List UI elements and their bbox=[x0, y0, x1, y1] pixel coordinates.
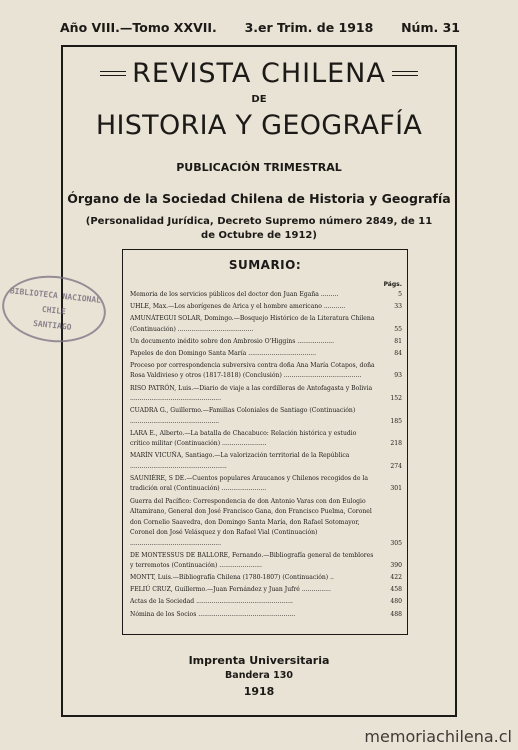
toc-entry-page: 55 bbox=[394, 325, 402, 333]
toc-entry-text: Guerra del Pacífico: Correspondencia de don Antonio Varas con don Eulogio Altamirano, General don José Francisco Gana, don Francisco Puelma, Coronel don Cornelio Saavedra, don Domingo Santa María, don Rafael Sotomayor, Coronel don José Velásquez y don Rafael Vial (Continuación) ............................................... bbox=[130, 497, 372, 547]
society-organ: Órgano de la Sociedad Chilena de Historia y Geografía bbox=[67, 191, 451, 206]
table-of-contents bbox=[130, 290, 402, 622]
toc-entry-text: SAUNIÈRE, S DE.—Cuentos populares Araucanos y Chilenos recogidos de la tradición oral (Continuación) ....................... bbox=[130, 474, 368, 493]
toc-entry bbox=[130, 314, 402, 335]
toc-entry-text: FELIÚ CRUZ, Guillermo.—Juan Fernández y Juan Jufré ............... bbox=[130, 586, 331, 594]
print-year: 1918 bbox=[243, 685, 275, 698]
toc-entry-page: 152 bbox=[390, 395, 402, 403]
issue-number: Núm. 31 bbox=[401, 19, 460, 35]
toc-entry-text: CUADRA G., Guillermo.—Familias Coloniales de Santiago (Continuación) .............................................. bbox=[130, 407, 356, 425]
title-rule-right bbox=[392, 71, 418, 76]
toc-entry-page: 488 bbox=[390, 610, 402, 618]
toc-entry bbox=[130, 302, 402, 313]
toc-entry-text: Memoria de los servicios públicos del doctor don Juan Egaña ......... bbox=[130, 291, 339, 298]
toc-entry-page: 480 bbox=[390, 598, 402, 606]
toc-entry-page: 185 bbox=[390, 417, 402, 425]
issue-year-volume: Año VIII.—Tomo XXVII. bbox=[60, 19, 217, 35]
printer-name: Imprenta Universitaria bbox=[188, 654, 330, 667]
toc-entry bbox=[130, 451, 402, 472]
toc-entry bbox=[130, 551, 402, 572]
stamp-line-1: BIBLIOTECA NACIONAL bbox=[9, 286, 102, 305]
pages-column-label: Págs. bbox=[383, 281, 402, 288]
toc-entry-text: MONTT, Luis.—Bibliografía Chilena (1780-1807) (Continuación) .. bbox=[130, 574, 334, 582]
toc-entry bbox=[130, 474, 402, 495]
toc-entry-text: RISO PATRÓN, Luis.—Diario de viaje a las cordilleras de Antofagasta y Bolivia ............................................... bbox=[130, 384, 373, 403]
toc-entry-text: Actas de la Sociedad .................................................. bbox=[130, 598, 293, 606]
stamp-line-3: SANTIAGO bbox=[32, 318, 72, 332]
toc-entry-text: Nómina de los Socios .................................................. bbox=[130, 610, 296, 618]
issue-header bbox=[60, 18, 460, 36]
legal-status-note: (Personalidad Jurídica, Decreto Supremo número 2849, de 11 de Octubre de 1912) bbox=[85, 216, 433, 241]
toc-entry-page: 81 bbox=[394, 337, 402, 345]
journal-title-revista: REVISTA CHILENA bbox=[132, 57, 386, 89]
toc-entry-page: 390 bbox=[390, 562, 402, 570]
toc-entry-page: 458 bbox=[390, 586, 402, 594]
toc-entry bbox=[130, 349, 402, 360]
toc-entry-page: 5 bbox=[398, 291, 402, 298]
toc-entry bbox=[130, 610, 402, 621]
toc-entry-page: 33 bbox=[394, 303, 402, 311]
title-line-1 bbox=[62, 56, 456, 90]
publication-frequency: PUBLICACIÓN TRIMESTRAL bbox=[176, 161, 342, 174]
toc-entry-page: 305 bbox=[390, 539, 402, 547]
toc-entry bbox=[130, 429, 402, 450]
toc-entry-page: 93 bbox=[394, 372, 402, 380]
toc-entry-text: Papeles de don Domingo Santa María ................................... bbox=[130, 349, 317, 357]
stamp-line-2: CHILE bbox=[41, 304, 67, 317]
toc-entry-page: 301 bbox=[390, 485, 402, 493]
toc-entry bbox=[130, 406, 402, 427]
toc-entry bbox=[130, 497, 402, 550]
title-rule-left bbox=[100, 71, 126, 76]
toc-entry-text: UHLE, Max.—Los aborígenes de Arica y el hombre americano ........... bbox=[130, 303, 346, 311]
issue-trimester: 3.er Trim. de 1918 bbox=[244, 19, 374, 35]
source-watermark: memoriachilena.cl bbox=[364, 727, 512, 746]
toc-entry bbox=[130, 597, 402, 608]
toc-entry bbox=[130, 585, 402, 596]
toc-entry-page: 218 bbox=[390, 440, 402, 448]
toc-entry bbox=[130, 290, 402, 301]
printer-address: Bandera 130 bbox=[225, 670, 293, 681]
toc-entry-text: Proceso por correspondencia subversiva contra doña Ana María Cotapos, doña Rosa Valdivieso y otros (1817-1818) (Conclusión) ........................................ bbox=[130, 361, 375, 380]
toc-entry-page: 274 bbox=[390, 462, 402, 470]
toc-entry-page: 422 bbox=[390, 574, 402, 582]
toc-entry bbox=[130, 337, 402, 348]
toc-entry-text: LARA E., Alberto.—La batalla de Chacabuco: Relación histórica y estudio crítico militar (Continuación) ....................... bbox=[130, 429, 357, 448]
journal-title-historia: HISTORIA Y GEOGRAFÍA bbox=[95, 110, 423, 141]
toc-entry bbox=[130, 361, 402, 382]
toc-entry-text: DE MONTESSUS DE BALLORE, Fernando.—Bibliografía general de temblores y terremotos (Continuación) ...................... bbox=[130, 551, 374, 570]
toc-entry-text: MARÍN VICUÑA, Santiago.—La valorización territorial de la República .................................................. bbox=[130, 452, 350, 470]
toc-entry-text: AMUNÁTEGUI SOLAR, Domingo.—Bosquejo Histórico de la Literatura Chilena (Continuación) ....................................... bbox=[130, 315, 375, 333]
toc-entry-page: 84 bbox=[394, 349, 402, 357]
sumario-heading: SUMARIO: bbox=[228, 258, 302, 272]
toc-entry-text: Un documento inédito sobre don Ambrosio O'Higgins ................... bbox=[130, 337, 335, 345]
toc-entry bbox=[130, 573, 402, 584]
title-connector: DE bbox=[251, 94, 267, 105]
toc-entry bbox=[130, 384, 402, 405]
